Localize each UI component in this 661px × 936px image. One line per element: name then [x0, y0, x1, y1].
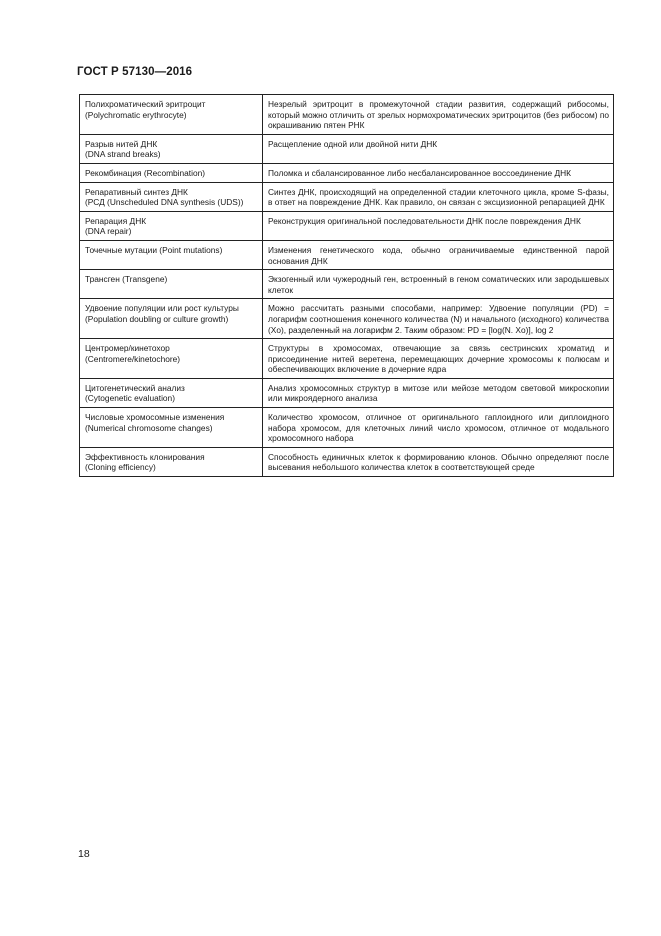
definition-cell: Поломка и сбалансированное либо несбалансированное воссоединение ДНК	[263, 163, 614, 182]
term-text: (Cloning efficiency)	[85, 462, 156, 473]
definition-cell: Способность единичных клеток к формированию клонов. Обычно определяют после высевания небольшого количества клеток в соответствующей среде	[263, 447, 614, 476]
definition-cell: Расщепление одной или двойной нити ДНК	[263, 134, 614, 163]
term-text: Удвоение популяции или рост культуры	[85, 303, 239, 314]
definition-cell: Синтез ДНК, происходящий на определенной стадии клеточного цикла, кроме S-фазы, в ответ на повреждение ДНК. Как правило, он связан с эксцизионной репарацией ДНК	[263, 182, 614, 211]
table-row	[80, 270, 614, 299]
definition-cell: Количество хромосом, отличное от оригинального гаплоидного или диплоидного набора хромосом, для клеточных линий число хромосом, отличное от модального хромосомного набора	[263, 408, 614, 448]
term-text: Числовые хромосомные изменения	[85, 412, 225, 423]
term-text: Репарация ДНК	[85, 215, 147, 226]
term-cell	[80, 182, 263, 211]
definition-cell: Можно рассчитать разными способами, например: Удвоение популяции (PD) = логарифм соотношения конечного количества (N) и начального (исходного) количества (Xo), разделенный на логарифм 2. Таким образом: PD = [log(N. Xo)], log 2	[263, 299, 614, 339]
term-cell	[80, 95, 263, 135]
table-row	[80, 182, 614, 211]
term-text: (РСД (Unscheduled DNA synthesis (UDS))	[85, 197, 244, 208]
term-text: Репаративный синтез ДНК	[85, 186, 188, 197]
definition-cell: Экзогенный или чужеродный ген, встроенный в геном соматических или зародышевых клеток	[263, 270, 614, 299]
term-text: (Population doubling or culture growth)	[85, 313, 229, 324]
term-text: Полихроматический эритроцит	[85, 99, 206, 109]
term-text: Эффективность клонирования	[85, 451, 205, 462]
definition-cell: Структуры в хромосомах, отвечающие за связь сестринских хроматид и присоединение нитей веретена, перемещающих дочерние хромосомы к полюсам и обеспечивающих включение в дочерние ядра	[263, 339, 614, 379]
term-text: (Polychromatic erythrocyte)	[85, 109, 187, 120]
table-row	[80, 163, 614, 182]
table-row	[80, 299, 614, 339]
terms-table-body	[80, 95, 614, 477]
term-cell	[80, 270, 263, 299]
table-row	[80, 134, 614, 163]
term-text: (Cytogenetic evaluation)	[85, 393, 175, 404]
term-cell	[80, 211, 263, 240]
term-text: Разрыв нитей ДНК	[85, 138, 158, 149]
table-row	[80, 240, 614, 269]
term-cell	[80, 339, 263, 379]
term-cell	[80, 378, 263, 407]
table-row	[80, 211, 614, 240]
table-row	[80, 378, 614, 407]
term-cell	[80, 408, 263, 448]
page-number: 18	[78, 848, 90, 860]
term-text: Трансген (Transgene)	[85, 274, 168, 285]
table-row	[80, 339, 614, 379]
definition-cell: Анализ хромосомных структур в митозе или мейозе методом световой микроскопии или микроядерного анализа	[263, 378, 614, 407]
table-row	[80, 408, 614, 448]
table-row	[80, 95, 614, 135]
term-text: Рекомбинация (Recombination)	[85, 167, 206, 178]
term-text: (DNA strand breaks)	[85, 149, 161, 160]
term-cell	[80, 134, 263, 163]
term-cell	[80, 299, 263, 339]
definition-cell: Незрелый эритроцит в промежуточной стадии развития, содержащий рибосомы, который можно отличить от зрелых нормохроматических эритроцитов (без рибосом) по окрашиванию пятен РНК	[263, 95, 614, 135]
term-text: Цитогенетический анализ	[85, 382, 185, 393]
term-text: (Centromere/kinetochore)	[85, 353, 181, 364]
term-text: (Numerical chromosome changes)	[85, 422, 213, 433]
terms-table	[79, 94, 614, 477]
term-cell	[80, 240, 263, 269]
document-header: ГОСТ Р 57130—2016	[77, 66, 193, 78]
term-text: Центромер/кинетохор	[85, 343, 170, 354]
term-text: Точечные мутации (Point mutations)	[85, 244, 223, 255]
term-cell	[80, 163, 263, 182]
definition-cell: Реконструкция оригинальной последовательности ДНК после повреждения ДНК	[263, 211, 614, 240]
definition-cell: Изменения генетического кода, обычно ограничиваемые единственной парой основания ДНК	[263, 240, 614, 269]
term-text: (DNA repair)	[85, 226, 132, 237]
table-row	[80, 447, 614, 476]
term-cell	[80, 447, 263, 476]
